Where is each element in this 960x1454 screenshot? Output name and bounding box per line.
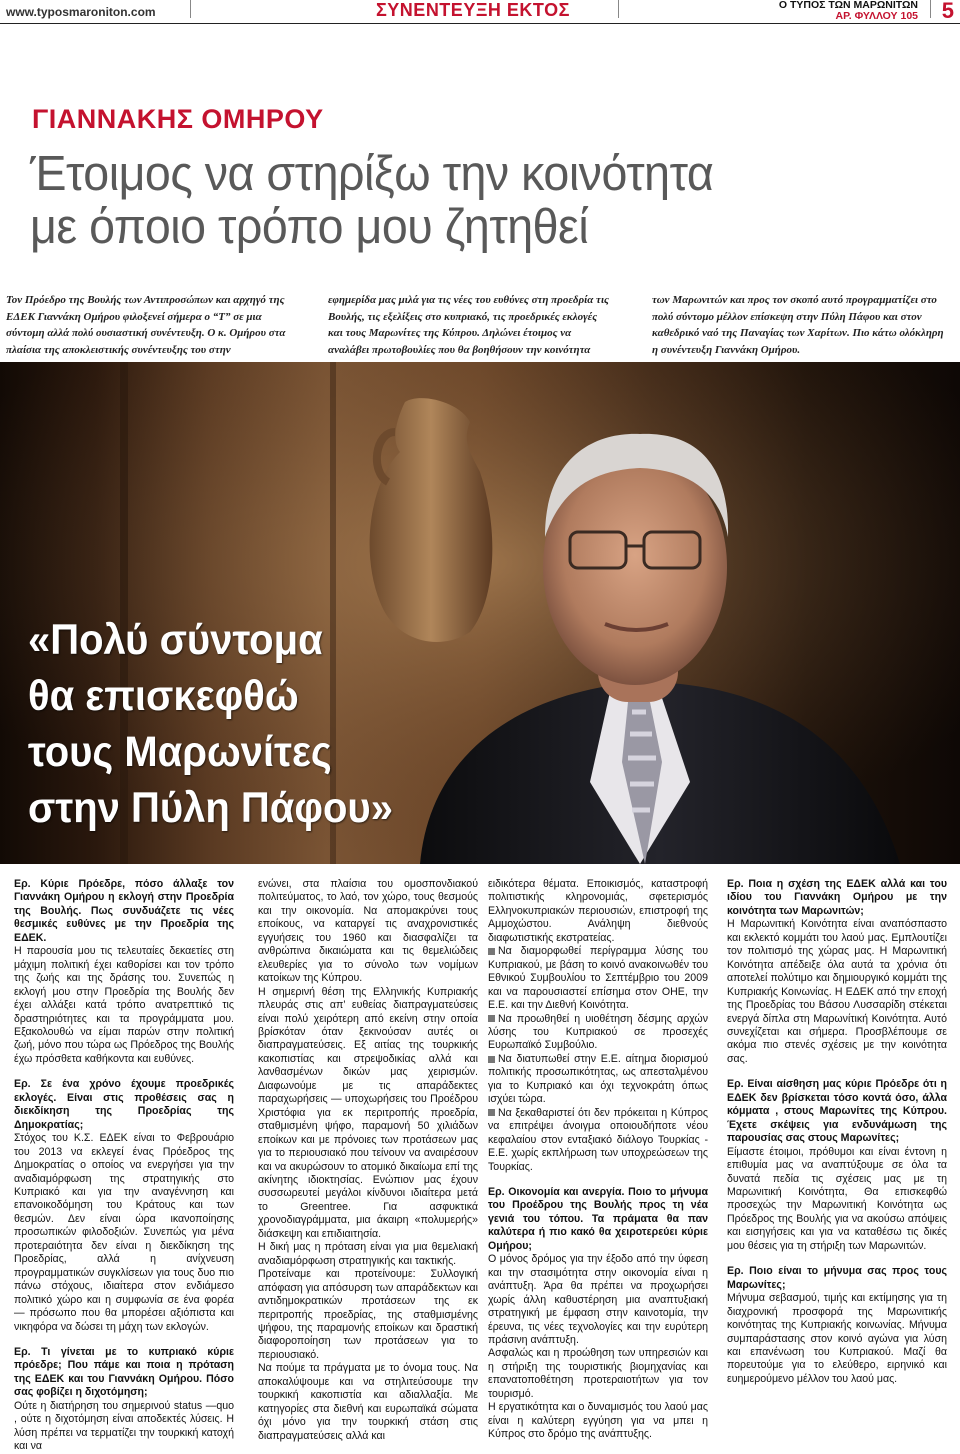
interview-answer: [727, 1146, 947, 1254]
paragraph-text: Ούτε η διατήρηση του σημερινού status —quo , ούτε η διχοτόμηση είναι αποδεκτές λύσεις. Η λύση πρέπει να τερματίζει την τουρκική κατοχή και να: [14, 1399, 234, 1453]
interview-answer: [488, 1053, 708, 1107]
paragraph-text: Ερ. Ποιο είναι το μήνυμα σας προς τους Μαρωνίτες;: [727, 1265, 947, 1291]
headline-line: Έτοιμος να στηρίξω την κοινότητα: [30, 147, 714, 201]
interview-answer: [258, 878, 478, 986]
paragraph-text: Ασφαλώς και η προώθηση των υπηρεσιών και η στήριξη της τουριστικής βιομηχανίας και επανατοποθέτηση προτεραιοτήτων για τον τουρισμό.: [488, 1347, 708, 1400]
interview-answer: [488, 878, 708, 945]
paragraph-text: Είμαστε έτοιμοι, πρόθυμοι και είναι έντονη η επιθυμία μας να αναπτύξουμε σε όλα τα δυνατά πεδία τις σχέσεις μας με τη Μαρωνιτική Κοινότητα, Θα επισκεφθώ προσεχώς την Μαρωνιτική Κοινότητα ως Πρόεδρος της Βουλής για να ακούσω απόψεις και εισηγήσεις και για να καταθέσω τις δικές μου θέσεις για τη στήριξη των Μαρωνιτών.: [727, 1145, 947, 1252]
paragraph-text: Να πούμε τα πράγματα με το όνομα τους. Να αποκαλύψουμε και να στηλιτεύσουμε την τουρκική κακοπιστία και αδιαλλαξία. Με κατηγορίες στα διεθνή και ευρωπαϊκά σώματα όχι μόνο για την τουρκική στάση στις διαπραγματεύσεις αλλά και: [258, 1362, 478, 1442]
paragraph-text: Ερ. Σε ένα χρόνο έχουμε προεδρικές εκλογές. Είναι στις προθέσεις σας η διεκδίκηση της Προεδρίας της Δημοκρατίας;: [14, 1078, 234, 1131]
paragraph-text: Να προωθηθεί η υιοθέτηση δέσμης αρχών λύσης του Κυπριακού σε προσεχές Ευρωπαϊκό Συμβούλιο.: [488, 1012, 708, 1052]
interview-answer: [258, 1362, 478, 1443]
interview-question: [727, 1265, 947, 1292]
paragraph-text: Η δική μας η πρόταση είναι για μια θεμελιακή αναδιαμόρφωση στρατηγικής και τακτικής.: [258, 1241, 478, 1267]
site-url[interactable]: www.typosmaroniton.com: [6, 5, 156, 19]
pull-quote: [28, 612, 393, 836]
paragraph-text: Η εργατικότητα και ο δυναμισμός του λαού μας είναι η καλύτερη εγγύηση για να μπει η Κύπρος στο δρόμο της ανάπτυξης.: [488, 1401, 708, 1441]
paragraph-text: Ο μόνος δρόμος για την έξοδο από την ύφεση και την στασιμότητα στην οικονομία είναι η ανάπτυξη. Άρα θα πρέπει να προχωρήσει χωρίς άλλη καθυστέρηση μια αναπτυξιακή στρατηγική με έμφαση στην καινοτομία, την έρευνα, τις νέες τεχνολογίες και την ευρύτερη πράσινη ανάπτυξη.: [488, 1253, 708, 1346]
interview-question: [727, 1078, 947, 1145]
interview-answer: [488, 945, 708, 1012]
pull-quote-line: στην Πύλη Πάφου»: [28, 784, 393, 832]
interview-answer: [14, 1400, 234, 1454]
paragraph-text: Η Μαρωνιτική Κοινότητα είναι αναπόσπαστο και εκλεκτό κομμάτι του λαού μας. Εμπλουτίζει τον πολιτισμό της χώρας μας. Η Μαρωνιτική Κοινότητα απέδειξε όλα αυτά τα χρόνια ότι αποτελεί πολύτιμο και δημιουργικό κομμάτι της Κυπριακής Κοινωνίας. Η ΕΔΕΚ από την εποχή της Προεδρίας του Βάσου Λυσσαρίδη στέκεται ενεργά δίπλα στη Μαρωνίτική Κοινότητα. Αυτό συνεχίζεται και σήμερα. Προσβλέπουμε σε ακόμα πιο στενές σχέσεις με την κοινότητα σας.: [727, 918, 947, 1065]
interview-question: [14, 1346, 234, 1400]
pull-quote-line: τους Μαρωνίτες: [28, 728, 332, 776]
lead-paragraph-3: των Μαρωνιτών και προς τον σκοπό αυτό προγραμματίζει στο πολύ σύντομο μέλλον επίσκεψη στην Πύλη Πάφου και στον καθεδρικό ναό της Παναγίας των Χαρίτων. Πιο κάτω ολόκληρη η συνέντευξη Γιαννάκη Ομήρου.: [652, 294, 944, 356]
publication-info: [779, 0, 918, 22]
pull-quote-line: θα επισκεφθώ: [28, 672, 299, 720]
publication-name: Ο ΤΥΠΟΣ ΤΩΝ ΜΑΡΩΝΙΤΩΝ: [778, 0, 918, 11]
interview-question: [488, 1186, 708, 1253]
paragraph-text: Μήνυμα σεβασμού, τιμής και εκτίμησης για τη διαχρονική προσφορά της Μαρωνιτικής κοινότητας της Κυπριακής κοινωνίας. Μήνυμα συμπαράστασης στον κοινό αγώνα για λύση και επανένωση του Κυπριακού. Μαζί θα πορευτούμε για το ελεύθερο, ειρηνικό και ευημερούμενο μέλλον του λαού μας.: [727, 1292, 947, 1385]
interview-question: [727, 878, 947, 918]
interview-answer: [488, 1401, 708, 1441]
header-divider: [190, 0, 191, 18]
header-divider: [618, 0, 619, 18]
article-headline: [30, 148, 895, 254]
square-bullet-icon: [488, 1109, 495, 1116]
interview-answer: [14, 945, 234, 1066]
article-kicker: ΓΙΑΝΝΑΚΗΣ ΟΜΗΡΟΥ: [32, 104, 324, 134]
square-bullet-icon: [488, 948, 495, 955]
body-column-2: [258, 878, 478, 1443]
interview-answer: [258, 1268, 478, 1362]
paragraph-text: Ερ. Οικονομία και ανεργία. Ποιο το μήνυμα του Προέδρου της Βουλής προς τη νέα γενιά του τόπου. Τα πράματα θα παν καλύτερα ή πιο κακό θα χειροτερεύει κύριε Ομήρου;: [488, 1185, 708, 1252]
interview-answer: [488, 1013, 708, 1053]
interview-answer: [14, 1132, 234, 1334]
paragraph-text: Η σημερινή θέση της Ελληνικής Κυπριακής πλευράς στις απ’ ευθείας διαπραγματεύσεις είναι πολύ χειρότερη από εκείνη στην οποία βρίσκόταν όταν ξεκινούσαν αυτές οι διαπραγματεύσεις. Εξ αιτίας της τουρκικής κακοπιστίας και στρεψοδικίας αλλά και λανθασμένων δικών μας χειρισμών. Διαφωνούμε με τις απαράδεκτες παραχωρήσεις — υποχωρήσεις του Προέδρου Χριστόφια για εκ περιτροπής προεδρία, σταθμισμένη ψήφο, παραμονή 50 χιλιάδων εποίκων και με πρόνοιες των προτάσεων μας για το περιουσιακό που τείνουν να αναιρέσουν και να ακυρώσουν το ατομικό δικαίωμα επί της ακίνητης ιδιοκτησίας. Ενώπιον μας έχουν συσσωρευτεί μεγάλοι κίνδυνοι ιδιαίτερα μετά το Greentree. Για ασφυκτικά χρονοδιαγράμματα, μια άκαιρη «πολυμερής» διάσκεψη και επιδιαιτησία.: [258, 985, 478, 1240]
section-title: ΣΥΝΕΝΤΕΥΞΗ ΕΚΤΟΣ: [376, 0, 570, 20]
paragraph-text: Ερ. Κύριε Πρόεδρε, πόσο άλλαξε τον Γιαννάκη Ομήρου η εκλογή στην Προεδρία της Βουλής. Πως συνδυάζετε τις νέες θεσμικές ευθύνες με την Προεδρία της ΕΔΕΚ.: [14, 878, 234, 944]
body-column-1: [14, 878, 234, 1454]
paragraph-text: Ερ. Τι γίνεται με το κυπριακό κύριε πρόεδρε; Που πάμε και ποια η πρόταση της ΕΔΕΚ και του Γιαννάκη Ομήρου. Πόσο σας φοβίζει η διχοτόμηση;: [14, 1345, 234, 1399]
interview-answer: [258, 986, 478, 1242]
interview-question: [14, 878, 234, 945]
header-divider: [930, 0, 931, 18]
paragraph-text: Η παρουσία μου τις τελευταίες δεκαετίες στη μάχιμη πολιτική έχει καθορίσει και τον τρόπο της ζωής και της δράσης του. Συνεπώς η εκλογή μου στην Προεδρία της Βουλής δεν έχει αλλάξει κατά τρόπο ανατρεπτικό τις δραστηριότητες και τα προγράμματα μου. Εξακολουθώ να είμαι παρών στην πολιτική ζωή, μόνο που τώρα ως Πρόεδρος της Βουλής έχω πρόσθετα καθήκοντα και ευθύνες.: [14, 945, 234, 1065]
interview-answer: [258, 1241, 478, 1268]
page-number: 5: [941, 0, 954, 23]
paragraph-text: Να διατυπωθεί στην Ε.Ε. αίτημα διορισμού πολιτικής προσωπικότητας, ως απεσταλμένου για το Κυπριακό και όχι τεχνοκράτη όπως ισχύει τώρα.: [488, 1052, 708, 1106]
body-column-4: [727, 878, 947, 1386]
issue-number: ΑΡ. ΦΥΛΛΟΥ 105: [835, 10, 918, 22]
page-header: [0, 0, 960, 24]
paragraph-text: Να διαμορφωθεί περίγραμμα λύσης του Κυπριακού, με βάση το κοινό ανακοινωθέν του Εθνικού Συμβουλίου το Σεπτέμβριο του 2009 και να παρουσιαστεί επίσημα στον ΟΗΕ, την Ε.Ε. και την Διεθνή Κοινότητα.: [488, 945, 708, 1012]
paragraph-text: ενώνει, στα πλαίσια του ομοσπονδιακού πολιτεύματος, το λαό, τον χώρο, τους θεσμούς και την οικονομία. Να απομακρύνει τους εποίκους, να καταργεί τις αναχρονιστικές εγγυήσεις του 1960 και διασφαλίζει τα ανθρώπινα δικαιώματα και τις θεμελιώδεις ελευθερίες για το σύνολο των νομίμων κατοίκων της Κύπρου.: [258, 878, 478, 985]
square-bullet-icon: [488, 1015, 495, 1022]
paragraph-text: Στόχος του Κ.Σ. ΕΔΕΚ είναι το Φεβρουάριο του 2013 να εκλεγεί ένας Πρόεδρος της Δημοκρατίας ο οποίος να ενεργήσει για την αναδιαμόρφωση της στρατηγικής στο Κυπριακό και για την αναγέννηση και επανοικοδόμηση του Κράτους και των θεσμών. Δεν είναι ώρα ικανοποίησης προσωπικών φιλοδοξιών. Συνεπώς για μένα προτεραιότητα δεν είναι η διεκδίκηση της Προεδρίας, αλλά η ανίχνευση προγραμματικών συγκλίσεων για τους δυο πιο πάνω στόχους, ιδιαίτερα στον ενδιάμεσο πολιτικό χώρο και η συμφωνία σε ένα φορέα — πρόσωπο που θα μπορέσει αξιόπιστα και νικηφόρα να δώσει τη μάχη των εκλογών.: [14, 1132, 234, 1333]
paragraph-text: Ερ. Είναι αίσθηση μας κύριε Πρόεδρε ότι η ΕΔΕΚ δεν βρίσκεται τόσο κοντά όσο, άλλα κόμματα , στους Μαρωνίτες της Κύπρου. Έχετε σκέψεις για ενδυνάμωση της παρουσίας σας στους Μαρωνίτες;: [727, 1078, 947, 1145]
paragraph-text: ειδικότερα θέματα. Εποικισμός, καταστροφή πολιτιστικής κληρονομιάς, σφετερισμός Ελληνοκυπριακών περιουσιών, επιστροφή της Αμμοχώστου. Ανάληψη διεθνούς διαφωτιστικής εκστρατείας.: [488, 878, 708, 944]
headline-line: με όποιο τρόπο μου ζητηθεί: [30, 200, 589, 254]
interview-answer: [488, 1253, 708, 1347]
square-bullet-icon: [488, 1056, 495, 1063]
interview-answer: [727, 918, 947, 1066]
pull-quote-line: «Πολύ σύντομα: [28, 616, 323, 664]
lead-paragraph-1: Τον Πρόεδρο της Βουλής των Αντιπροσώπων και αρχηγό της ΕΔΕΚ Γιαννάκη Ομήρου φιλοξενεί σήμερα ο “Τ” σε μια σύντομη αλλά πολύ ουσιαστική συνέντευξη. Ο κ. Ομήρου στα πλαίσια της αποκλειστικής συνέντευξης του στην: [6, 294, 286, 356]
paragraph-text: Να ξεκαθαριστεί ότι δεν πρόκειται η Κύπρος να επιτρέψει άνοιγμα οποιουδήποτε νέου κεφαλαίου στον ενταξιακό διάλογο Τουρκίας - Ε.Ε. χωρίς εκπλήρωση των υποχρεώσεων της Τουρκίας.: [488, 1106, 708, 1173]
body-column-3: [488, 878, 708, 1442]
paragraph-text: Ερ. Ποια η σχέση της ΕΔΕΚ αλλά και του ιδίου του Γιαννάκη Ομήρου με την κοινότητα των Μαρωνιτών;: [727, 878, 947, 917]
lead-paragraph-2: εφημερίδα μας μιλά για τις νέες του ευθύνες στη προεδρία τις Βουλής, τις εξελίξεις στο κυπριακό, τις προεδρικές εκλογές και τους Μαρωνίτες της Κύπρου. Δηλώνει έτοιμος να αναλάβει πρωτοβουλίες που θα βοηθήσουν την κοινότητα: [328, 294, 609, 356]
interview-answer: [488, 1107, 708, 1174]
interview-answer: [727, 1292, 947, 1386]
paragraph-text: Προτείναμε και προτείνουμε: Συλλογική απόφαση για απόσυρση των απαράδεκτων και αντιδημοκρατικών προτάσεων της εκ περιτροπής προεδρίας, της σταθμισμένης ψήφου, της παραμονής εποίκων και δραστική διαφοροποίηση των προτάσεων για το περιουσιακό.: [258, 1268, 478, 1361]
interview-question: [14, 1078, 234, 1132]
interview-answer: [488, 1347, 708, 1401]
